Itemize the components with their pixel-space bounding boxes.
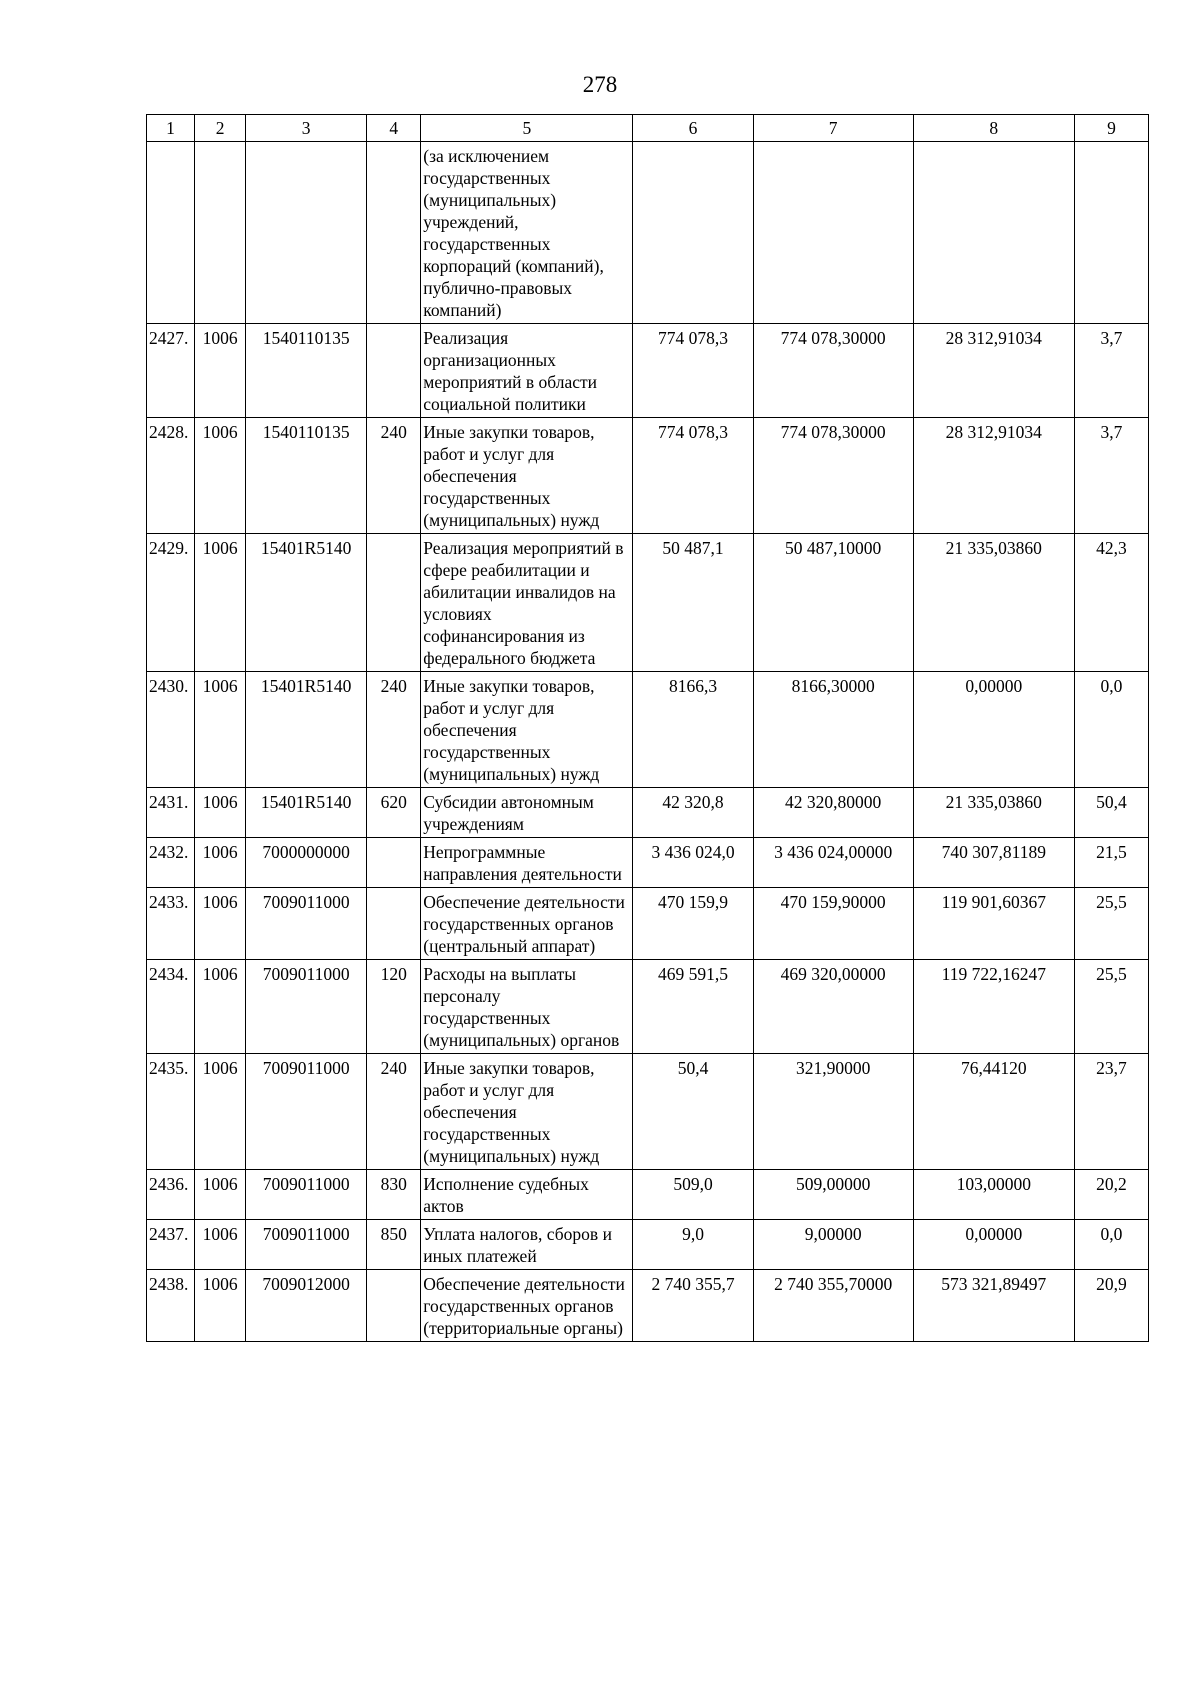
row-number-cell: 2428. bbox=[147, 418, 195, 534]
table-row bbox=[147, 960, 1149, 1054]
item-name-cell: Реализация организационных мероприятий в области социальной политики bbox=[421, 324, 633, 418]
value-cell-7: 50 487,10000 bbox=[753, 534, 913, 672]
target-code-cell: 1540110135 bbox=[246, 324, 367, 418]
item-name-cell: Исполнение судебных актов bbox=[421, 1170, 633, 1220]
budget-table bbox=[146, 114, 1149, 1342]
value-cell-7: 3 436 024,00000 bbox=[753, 838, 913, 888]
percent-cell: 25,5 bbox=[1074, 960, 1148, 1054]
table-row bbox=[147, 324, 1149, 418]
percent-cell: 3,7 bbox=[1074, 418, 1148, 534]
expense-type-cell: 620 bbox=[367, 788, 421, 838]
column-header: 5 bbox=[421, 115, 633, 142]
percent-cell: 20,9 bbox=[1074, 1270, 1148, 1342]
value-cell-7: 774 078,30000 bbox=[753, 324, 913, 418]
value-cell-7: 9,00000 bbox=[753, 1220, 913, 1270]
row-number-cell: 2432. bbox=[147, 838, 195, 888]
target-code-cell: 15401R5140 bbox=[246, 672, 367, 788]
value-cell-8: 740 307,81189 bbox=[913, 838, 1074, 888]
value-cell-8: 21 335,03860 bbox=[913, 534, 1074, 672]
value-cell-6: 469 591,5 bbox=[633, 960, 753, 1054]
row-number-cell bbox=[147, 142, 195, 324]
section-code-cell bbox=[195, 142, 246, 324]
expense-type-cell bbox=[367, 1270, 421, 1342]
value-cell-7: 321,90000 bbox=[753, 1054, 913, 1170]
percent-cell: 21,5 bbox=[1074, 838, 1148, 888]
value-cell-6: 8166,3 bbox=[633, 672, 753, 788]
target-code-cell: 7009011000 bbox=[246, 888, 367, 960]
expense-type-cell bbox=[367, 888, 421, 960]
expense-type-cell: 830 bbox=[367, 1170, 421, 1220]
value-cell-8: 573 321,89497 bbox=[913, 1270, 1074, 1342]
row-number-cell: 2434. bbox=[147, 960, 195, 1054]
percent-cell: 0,0 bbox=[1074, 1220, 1148, 1270]
value-cell-8: 0,00000 bbox=[913, 1220, 1074, 1270]
expense-type-cell: 240 bbox=[367, 418, 421, 534]
target-code-cell: 15401R5140 bbox=[246, 788, 367, 838]
section-code-cell: 1006 bbox=[195, 1270, 246, 1342]
table-row bbox=[147, 1220, 1149, 1270]
item-name-cell: Реализация мероприятий в сфере реабилитации и абилитации инвалидов на условиях софинансирования из федерального бюджета bbox=[421, 534, 633, 672]
percent-cell: 23,7 bbox=[1074, 1054, 1148, 1170]
column-header: 8 bbox=[913, 115, 1074, 142]
table-row bbox=[147, 1054, 1149, 1170]
expense-type-cell: 240 bbox=[367, 672, 421, 788]
row-number-cell: 2430. bbox=[147, 672, 195, 788]
section-code-cell: 1006 bbox=[195, 418, 246, 534]
percent-cell: 3,7 bbox=[1074, 324, 1148, 418]
value-cell-6: 42 320,8 bbox=[633, 788, 753, 838]
item-name-cell: Обеспечение деятельности государственных органов (территориальные органы) bbox=[421, 1270, 633, 1342]
table-row bbox=[147, 1170, 1149, 1220]
column-header: 2 bbox=[195, 115, 246, 142]
column-header: 9 bbox=[1074, 115, 1148, 142]
target-code-cell: 15401R5140 bbox=[246, 534, 367, 672]
row-number-cell: 2436. bbox=[147, 1170, 195, 1220]
table-row bbox=[147, 418, 1149, 534]
value-cell-8: 119 722,16247 bbox=[913, 960, 1074, 1054]
item-name-cell: Иные закупки товаров, работ и услуг для обеспечения государственных (муниципальных) нужд bbox=[421, 672, 633, 788]
table-body bbox=[147, 142, 1149, 1342]
table-row bbox=[147, 888, 1149, 960]
value-cell-7: 509,00000 bbox=[753, 1170, 913, 1220]
column-header: 7 bbox=[753, 115, 913, 142]
target-code-cell: 7009012000 bbox=[246, 1270, 367, 1342]
value-cell-6 bbox=[633, 142, 753, 324]
value-cell-7: 8166,30000 bbox=[753, 672, 913, 788]
value-cell-8: 28 312,91034 bbox=[913, 418, 1074, 534]
row-number-cell: 2438. bbox=[147, 1270, 195, 1342]
row-number-cell: 2429. bbox=[147, 534, 195, 672]
value-cell-6: 470 159,9 bbox=[633, 888, 753, 960]
column-header: 6 bbox=[633, 115, 753, 142]
value-cell-8: 21 335,03860 bbox=[913, 788, 1074, 838]
value-cell-6: 774 078,3 bbox=[633, 418, 753, 534]
table-row bbox=[147, 534, 1149, 672]
section-code-cell: 1006 bbox=[195, 1220, 246, 1270]
value-cell-8: 119 901,60367 bbox=[913, 888, 1074, 960]
target-code-cell: 1540110135 bbox=[246, 418, 367, 534]
section-code-cell: 1006 bbox=[195, 788, 246, 838]
value-cell-6: 3 436 024,0 bbox=[633, 838, 753, 888]
column-header: 3 bbox=[246, 115, 367, 142]
expense-type-cell: 850 bbox=[367, 1220, 421, 1270]
section-code-cell: 1006 bbox=[195, 960, 246, 1054]
page-number: 278 bbox=[582, 72, 618, 97]
value-cell-8: 103,00000 bbox=[913, 1170, 1074, 1220]
section-code-cell: 1006 bbox=[195, 1054, 246, 1170]
row-number-cell: 2437. bbox=[147, 1220, 195, 1270]
value-cell-6: 774 078,3 bbox=[633, 324, 753, 418]
column-header: 4 bbox=[367, 115, 421, 142]
value-cell-6: 9,0 bbox=[633, 1220, 753, 1270]
target-code-cell bbox=[246, 142, 367, 324]
expense-type-cell bbox=[367, 838, 421, 888]
target-code-cell: 7000000000 bbox=[246, 838, 367, 888]
item-name-cell: (за исключением государственных (муниципальных) учреждений, государственных корпораций (компаний), публично-правовых компаний) bbox=[421, 142, 633, 324]
target-code-cell: 7009011000 bbox=[246, 1054, 367, 1170]
value-cell-7: 2 740 355,70000 bbox=[753, 1270, 913, 1342]
value-cell-6: 50 487,1 bbox=[633, 534, 753, 672]
row-number-cell: 2433. bbox=[147, 888, 195, 960]
percent-cell: 20,2 bbox=[1074, 1170, 1148, 1220]
row-number-cell: 2435. bbox=[147, 1054, 195, 1170]
column-header: 1 bbox=[147, 115, 195, 142]
table-row bbox=[147, 672, 1149, 788]
expense-type-cell: 120 bbox=[367, 960, 421, 1054]
target-code-cell: 7009011000 bbox=[246, 1170, 367, 1220]
value-cell-6: 50,4 bbox=[633, 1054, 753, 1170]
value-cell-8: 0,00000 bbox=[913, 672, 1074, 788]
value-cell-8: 28 312,91034 bbox=[913, 324, 1074, 418]
section-code-cell: 1006 bbox=[195, 888, 246, 960]
value-cell-8 bbox=[913, 142, 1074, 324]
table-row bbox=[147, 838, 1149, 888]
item-name-cell: Иные закупки товаров, работ и услуг для обеспечения государственных (муниципальных) нужд bbox=[421, 418, 633, 534]
percent-cell: 25,5 bbox=[1074, 888, 1148, 960]
section-code-cell: 1006 bbox=[195, 838, 246, 888]
item-name-cell: Иные закупки товаров, работ и услуг для обеспечения государственных (муниципальных) нужд bbox=[421, 1054, 633, 1170]
section-code-cell: 1006 bbox=[195, 324, 246, 418]
expense-type-cell bbox=[367, 534, 421, 672]
percent-cell: 0,0 bbox=[1074, 672, 1148, 788]
row-number-cell: 2427. bbox=[147, 324, 195, 418]
percent-cell: 42,3 bbox=[1074, 534, 1148, 672]
value-cell-6: 2 740 355,7 bbox=[633, 1270, 753, 1342]
table-header-row bbox=[147, 115, 1149, 142]
item-name-cell: Непрограммные направления деятельности bbox=[421, 838, 633, 888]
value-cell-7 bbox=[753, 142, 913, 324]
table-row bbox=[147, 788, 1149, 838]
target-code-cell: 7009011000 bbox=[246, 960, 367, 1054]
value-cell-7: 470 159,90000 bbox=[753, 888, 913, 960]
section-code-cell: 1006 bbox=[195, 534, 246, 672]
table-row bbox=[147, 142, 1149, 324]
value-cell-7: 774 078,30000 bbox=[753, 418, 913, 534]
section-code-cell: 1006 bbox=[195, 672, 246, 788]
item-name-cell: Субсидии автономным учреждениям bbox=[421, 788, 633, 838]
section-code-cell: 1006 bbox=[195, 1170, 246, 1220]
item-name-cell: Обеспечение деятельности государственных органов (центральный аппарат) bbox=[421, 888, 633, 960]
table-row bbox=[147, 1270, 1149, 1342]
expense-type-cell bbox=[367, 142, 421, 324]
value-cell-7: 42 320,80000 bbox=[753, 788, 913, 838]
target-code-cell: 7009011000 bbox=[246, 1220, 367, 1270]
expense-type-cell: 240 bbox=[367, 1054, 421, 1170]
item-name-cell: Уплата налогов, сборов и иных платежей bbox=[421, 1220, 633, 1270]
percent-cell bbox=[1074, 142, 1148, 324]
value-cell-6: 509,0 bbox=[633, 1170, 753, 1220]
value-cell-8: 76,44120 bbox=[913, 1054, 1074, 1170]
row-number-cell: 2431. bbox=[147, 788, 195, 838]
expense-type-cell bbox=[367, 324, 421, 418]
value-cell-7: 469 320,00000 bbox=[753, 960, 913, 1054]
item-name-cell: Расходы на выплаты персоналу государственных (муниципальных) органов bbox=[421, 960, 633, 1054]
percent-cell: 50,4 bbox=[1074, 788, 1148, 838]
